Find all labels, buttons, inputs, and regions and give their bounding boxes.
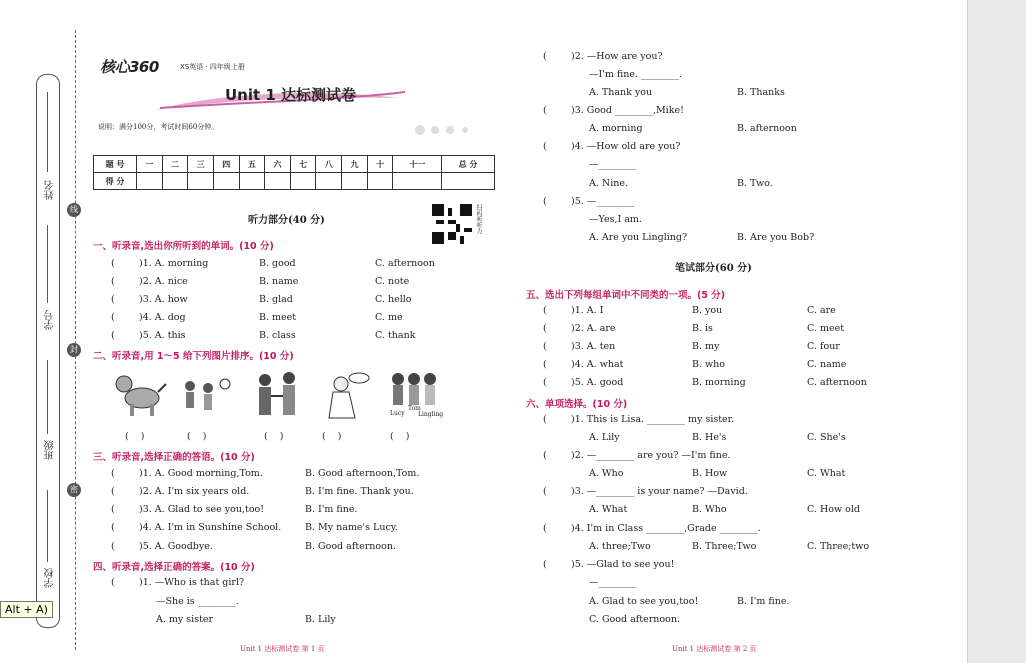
binding-strip: [36, 74, 60, 628]
question-option-c: C. are: [807, 305, 836, 316]
table-cell: 三: [188, 156, 214, 173]
binding-marker: 封: [67, 343, 81, 357]
dog-picture: [112, 370, 167, 420]
table-cell: 得 分: [94, 173, 137, 190]
question-option-c: C. afternoon: [807, 377, 867, 388]
section-4-header: 四、听录音,选择正确的答案。(10 分): [93, 562, 255, 573]
question-text: —________: [589, 159, 637, 170]
answer-paren: (: [111, 504, 115, 515]
question-option-a: )1. A. I: [571, 305, 604, 316]
question-text: )5. —________: [571, 196, 635, 207]
answer-paren: (: [543, 414, 547, 425]
question-option-b: B. my: [692, 341, 720, 352]
table-cell: 十: [367, 156, 393, 173]
question-option-c: C. What: [807, 468, 846, 479]
name-line: [47, 92, 48, 172]
page-footer: Unit 1 达标测试卷 第 1 页: [240, 645, 325, 653]
table-cell: 八: [316, 156, 342, 173]
question-option-a: )3. A. how: [139, 294, 188, 305]
answer-paren: (: [543, 305, 547, 316]
question-option-a: A. Glad to see you,too!: [589, 596, 699, 607]
score-cell: [316, 173, 342, 190]
question-text: )1. This is Lisa. ________ my sister.: [571, 414, 735, 425]
score-cell: [137, 173, 163, 190]
handshake-picture: [253, 372, 303, 420]
question-option-b: B. glad: [259, 294, 293, 305]
answer-paren: (: [111, 522, 115, 533]
question-option-a: )2. A. nice: [139, 276, 188, 287]
answer-paren: (: [543, 559, 547, 570]
answer-paren: (: [111, 577, 115, 588]
picture-label: Tom: [408, 405, 421, 412]
question-option-b: B. is: [692, 323, 713, 334]
table-cell: 七: [290, 156, 316, 173]
question-option-a: A. Lily: [589, 432, 620, 443]
question-option-b: B. Are you Bob?: [737, 232, 815, 243]
id-line: [47, 225, 48, 303]
score-cell: [162, 173, 188, 190]
question-option-b: B. meet: [259, 312, 297, 323]
answer-paren: (: [543, 51, 547, 62]
question-option-c: C. Good afternoon.: [589, 614, 680, 625]
answer-blank: ( ): [264, 431, 284, 442]
question-option-b: B. Who: [692, 504, 727, 515]
question-option-c: C. afternoon: [375, 258, 435, 269]
score-cell: [342, 173, 368, 190]
question-option-a: )4. A. dog: [139, 312, 186, 323]
answer-paren: (: [543, 523, 547, 534]
score-cell: [442, 173, 495, 190]
answer-paren: (: [111, 312, 115, 323]
answer-paren: (: [111, 468, 115, 479]
answer-paren: (: [111, 541, 115, 552]
question-option-a: )5. A. Goodbye.: [139, 541, 213, 552]
question-option-c: C. hello: [375, 294, 412, 305]
question-option-a: )2. A. are: [571, 323, 616, 334]
question-option-a: A. Thank you: [589, 87, 653, 98]
table-cell: 总 分: [442, 156, 495, 173]
question-option-b: B. Good afternoon,Tom.: [305, 468, 420, 479]
question-text: )4. —How old are you?: [571, 141, 681, 152]
brand-logo: 核心360: [100, 58, 159, 76]
question-option-a: )1. A. Good morning,Tom.: [139, 468, 263, 479]
table-cell: 四: [213, 156, 239, 173]
question-option-c: C. She's: [807, 432, 846, 443]
table-cell: 二: [162, 156, 188, 173]
table-cell: 五: [239, 156, 265, 173]
table-cell: 六: [265, 156, 291, 173]
section-5-header: 五、选出下列每组单词中不同类的一项。(5 分): [526, 290, 726, 301]
answer-paren: (: [111, 294, 115, 305]
class-line: [47, 360, 48, 434]
question-text: )3. —________ is your name? —David.: [571, 486, 748, 497]
answer-paren: (: [543, 486, 547, 497]
answer-blank: ( ): [187, 431, 207, 442]
question-option-a: A. Are you Lingling?: [589, 232, 688, 243]
question-text: )5. —Glad to see you!: [571, 559, 675, 570]
score-cell: [213, 173, 239, 190]
answer-paren: (: [543, 341, 547, 352]
question-option-b: B. you: [692, 305, 723, 316]
section-2-header: 二、听录音,用 1～5 给下列图片排序。(10 分): [93, 351, 294, 362]
picture-label: Lingling: [418, 411, 444, 418]
question-option-c: C. name: [807, 359, 847, 370]
question-option-b: B. My name's Lucy.: [305, 522, 398, 533]
table-cell: 题 号: [94, 156, 137, 173]
id-label: 学号: [45, 310, 56, 330]
name-label: 姓名: [45, 180, 56, 200]
question-option-a: A. What: [589, 504, 628, 515]
question-text: —Yes,I am.: [589, 214, 642, 225]
score-cell: [188, 173, 214, 190]
binding-marker: 密: [67, 483, 81, 497]
answer-blank: ( ): [322, 431, 342, 442]
question-option-a: )2. A. I'm six years old.: [139, 486, 250, 497]
question-text: )1. —Who is that girl?: [139, 577, 245, 588]
shortcut-tooltip: Alt + A): [0, 601, 53, 618]
question-option-c: C. thank: [375, 330, 416, 341]
score-cell: [290, 173, 316, 190]
question-option-a: A. Nine.: [589, 178, 629, 189]
picture-label: Lucy: [390, 410, 405, 417]
question-option-b: B. I'm fine.: [305, 504, 358, 515]
question-text: —I'm fine. ________.: [589, 69, 683, 80]
written-title: 笔试部分(60 分): [675, 263, 752, 274]
table-cell: 九: [342, 156, 368, 173]
score-cell: [265, 173, 291, 190]
section-1-header: 一、听录音,选出你所听到的单词。(10 分): [93, 241, 274, 252]
question-option-c: C. meet: [807, 323, 845, 334]
brand-subtitle: XS英语 · 四年级上册: [180, 63, 245, 71]
school-line: [47, 490, 48, 562]
question-option-a: A. morning: [589, 123, 643, 134]
question-text: —________: [589, 577, 637, 588]
question-option-a: )1. A. morning: [139, 258, 209, 269]
answer-paren: (: [543, 359, 547, 370]
question-text: )2. —How are you?: [571, 51, 663, 62]
answer-paren: (: [543, 323, 547, 334]
question-option-a: A. Who: [589, 468, 624, 479]
question-text: —She is ________.: [156, 596, 239, 607]
question-option-a: A. my sister: [156, 614, 214, 625]
question-option-b: B. class: [259, 330, 296, 341]
answer-paren: (: [543, 377, 547, 388]
question-option-b: B. I'm fine.: [737, 596, 790, 607]
question-text: )2. —________ are you? —I'm fine.: [571, 450, 731, 461]
score-table: [93, 155, 495, 190]
question-text: )4. I'm in Class ________,Grade ________.: [571, 523, 761, 534]
answer-paren: (: [543, 141, 547, 152]
section-3-header: 三、听录音,选择正确的答语。(10 分): [93, 452, 255, 463]
class-label: 班级: [45, 440, 56, 460]
answer-blank: ( ): [390, 431, 410, 442]
question-option-b: B. morning: [692, 377, 746, 388]
table-cell: 十一: [393, 156, 442, 173]
answer-blank: ( ): [125, 431, 145, 442]
qr-caption: 扫码听听力: [475, 204, 482, 234]
question-option-c: C. note: [375, 276, 410, 287]
question-option-a: )5. A. good: [571, 377, 624, 388]
question-option-b: B. How: [692, 468, 728, 479]
question-option-a: )4. A. I'm in Sunshine School.: [139, 522, 282, 533]
answer-paren: (: [111, 258, 115, 269]
question-option-b: B. who: [692, 359, 725, 370]
question-option-c: C. Three;two: [807, 541, 870, 552]
question-option-a: )3. A. Glad to see you,too!: [139, 504, 265, 515]
question-option-a: )5. A. this: [139, 330, 186, 341]
page-title: Unit 1 达标测试卷: [225, 86, 357, 104]
kids-greeting-picture: [180, 378, 235, 418]
question-option-a: A. three;Two: [589, 541, 651, 552]
question-option-c: C. four: [807, 341, 840, 352]
question-option-b: B. Thanks: [737, 87, 785, 98]
question-option-b: B. Good afternoon.: [305, 541, 397, 552]
binding-cut-line: [75, 30, 76, 650]
question-option-b: B. Two.: [737, 178, 773, 189]
question-option-b: B. Three;Two: [692, 541, 757, 552]
question-option-a: )4. A. what: [571, 359, 624, 370]
question-option-b: B. I'm fine. Thank you.: [305, 486, 414, 497]
answer-paren: (: [543, 196, 547, 207]
teacher-picture: [323, 372, 373, 422]
table-cell: 一: [137, 156, 163, 173]
question-option-b: B. Lily: [305, 614, 336, 625]
answer-paren: (: [111, 276, 115, 287]
section-6-header: 六、单项选择。(10 分): [526, 399, 628, 410]
score-cell: [367, 173, 393, 190]
question-option-a: )3. A. ten: [571, 341, 616, 352]
score-cell: [239, 173, 265, 190]
binding-marker: 线: [67, 203, 81, 217]
page-footer: Unit 1 达标测试卷 第 2 页: [672, 645, 757, 653]
school-label: 学校: [45, 568, 56, 588]
answer-paren: (: [111, 330, 115, 341]
question-option-c: C. How old: [807, 504, 860, 515]
answer-paren: (: [543, 450, 547, 461]
answer-paren: (: [111, 486, 115, 497]
question-option-b: B. afternoon: [737, 123, 797, 134]
qr-code-icon: [432, 204, 472, 244]
score-cell: [393, 173, 442, 190]
answer-paren: (: [543, 105, 547, 116]
listening-title: 听力部分(40 分): [248, 215, 325, 226]
viewer-background: [967, 0, 1026, 663]
question-text: )3. Good ________,Mike!: [571, 105, 684, 116]
question-option-c: C. me: [375, 312, 403, 323]
question-option-b: B. good: [259, 258, 296, 269]
exam-note: 说明：满分100分，考试时间60分钟。: [98, 123, 219, 131]
question-option-b: B. name: [259, 276, 299, 287]
question-option-b: B. He's: [692, 432, 727, 443]
